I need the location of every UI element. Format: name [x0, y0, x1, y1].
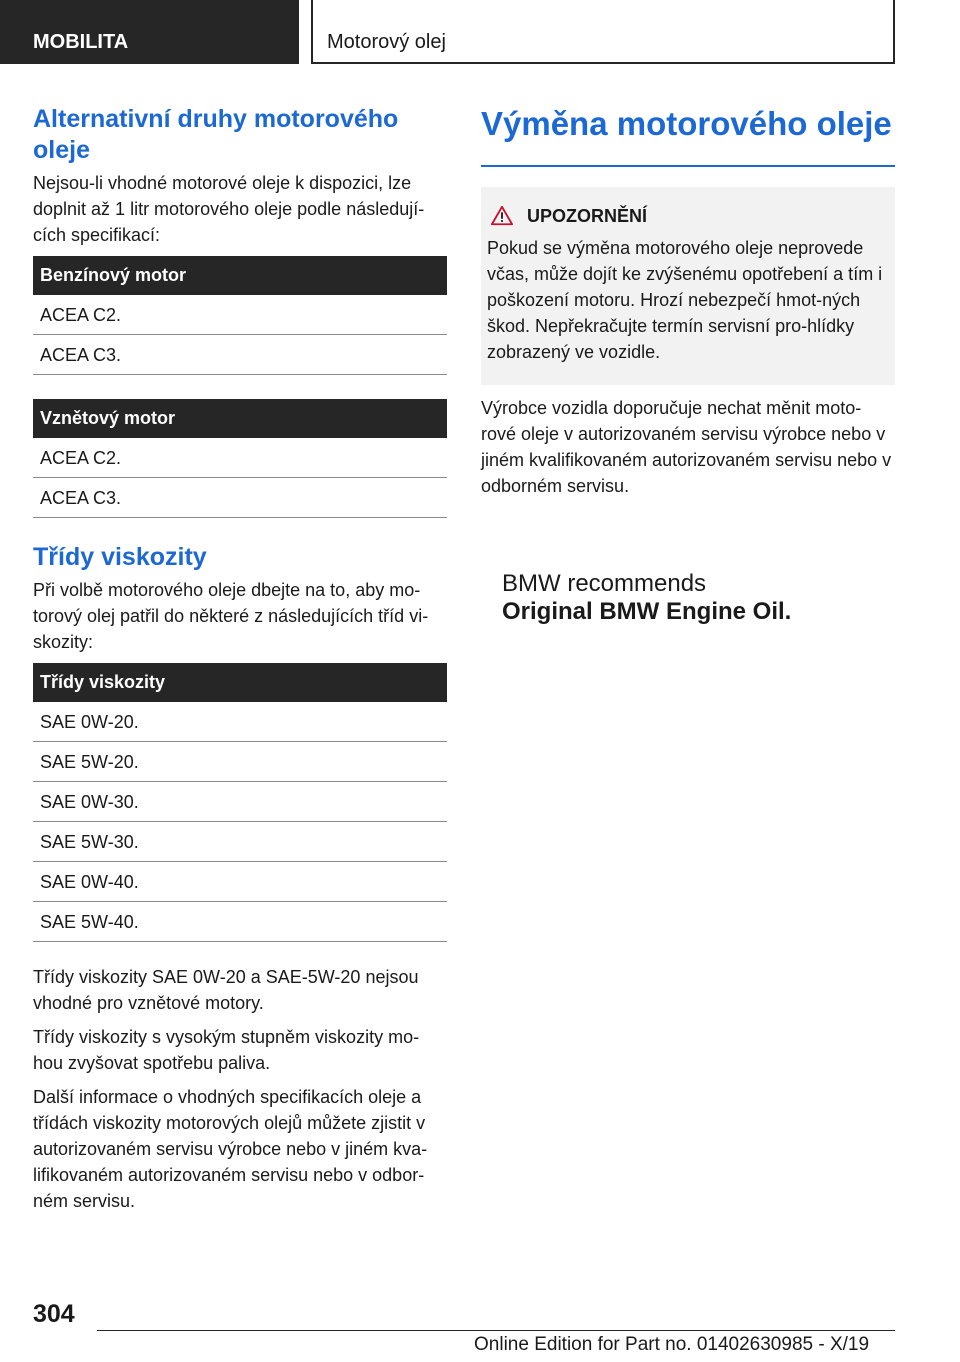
table-row: ACEA C3. [33, 478, 447, 518]
edition-note: Online Edition for Part no. 01402630985 - X/19 [474, 1334, 870, 1355]
logo-line-2: Original BMW Engine Oil. [502, 598, 792, 625]
warning-triangle-icon [491, 205, 513, 227]
table-row: SAE 0W-30. [33, 782, 447, 822]
table-row: SAE 5W-40. [33, 902, 447, 942]
table-row: ACEA C2. [33, 438, 447, 478]
petrol-table [33, 256, 447, 375]
table-row: ACEA C3. [33, 335, 447, 375]
warning-title [487, 201, 889, 231]
table-row: SAE 0W-40. [33, 862, 447, 902]
table-row: SAE 0W-20. [33, 702, 447, 742]
section-tab: MOBILITA [0, 0, 299, 64]
footer-divider [97, 1330, 895, 1331]
alt-oils-intro: Nejsou-li vhodné motorové oleje k dispozici, lze doplnit až 1 litr motorového oleje podle následují-cích specifikací: [33, 173, 425, 245]
viscosity-heading: Třídy viskozity [33, 543, 207, 571]
topic-tab: Motorový olej [311, 0, 895, 64]
viscosity-note-3: Další informace o vhodných specifikacích oleje a třídách viskozity motorových olejů můžete zjistit v autorizovaném servisu výrobce nebo v jiném kva-lifikovaném autorizovaném servisu nebo v odbor-ném servisu. [33, 1087, 428, 1211]
table-row: SAE 5W-30. [33, 822, 447, 862]
page-number: 304 [33, 1300, 75, 1328]
viscosity-intro: Při volbě motorového oleje dbejte na to, aby mo-torový olej patřil do některé z následujících tříd vi-skozity: [33, 580, 429, 652]
table-row: ACEA C2. [33, 295, 447, 335]
bmw-oil-logo [502, 570, 862, 626]
oil-change-text: Výrobce vozidla doporučuje nechat měnit moto-rové oleje v autorizovaném servisu výrobce nebo v jiném kvalifikovaném autorizovaném servisu nebo v odborném servisu. [481, 398, 892, 496]
left-column [33, 104, 447, 1222]
viscosity-note-1: Třídy viskozity SAE 0W-20 a SAE-5W-20 nejsou vhodné pro vznětové motory. [33, 967, 419, 1013]
viscosity-table [33, 663, 447, 942]
logo-line-1: BMW recommends [502, 570, 707, 597]
page-header [0, 0, 960, 66]
petrol-table-header: Benzínový motor [33, 256, 447, 295]
table-row: SAE 5W-20. [33, 742, 447, 782]
diesel-table [33, 399, 447, 518]
alt-oils-heading: Alternativní druhy motorového oleje [33, 105, 399, 164]
oil-change-heading: Výměna motorového oleje [481, 104, 895, 167]
warning-box [481, 187, 895, 385]
warning-text: Pokud se výměna motorového oleje neprovede včas, může dojít ke zvýšenému opotřebení a tím i poškození motoru. Hrozí nebezpečí hmot-ných škod. Nepřekračujte termín servisní pro-hlídky zobrazený ve vozidle. [487, 238, 883, 362]
diesel-table-header: Vznětový motor [33, 399, 447, 438]
warning-label: UPOZORNĚNÍ [527, 205, 648, 226]
viscosity-note-2: Třídy viskozity s vysokým stupněm viskozity mo-hou zvyšovat spotřebu paliva. [33, 1027, 420, 1073]
viscosity-table-header: Třídy viskozity [33, 663, 447, 702]
right-column [481, 104, 895, 507]
